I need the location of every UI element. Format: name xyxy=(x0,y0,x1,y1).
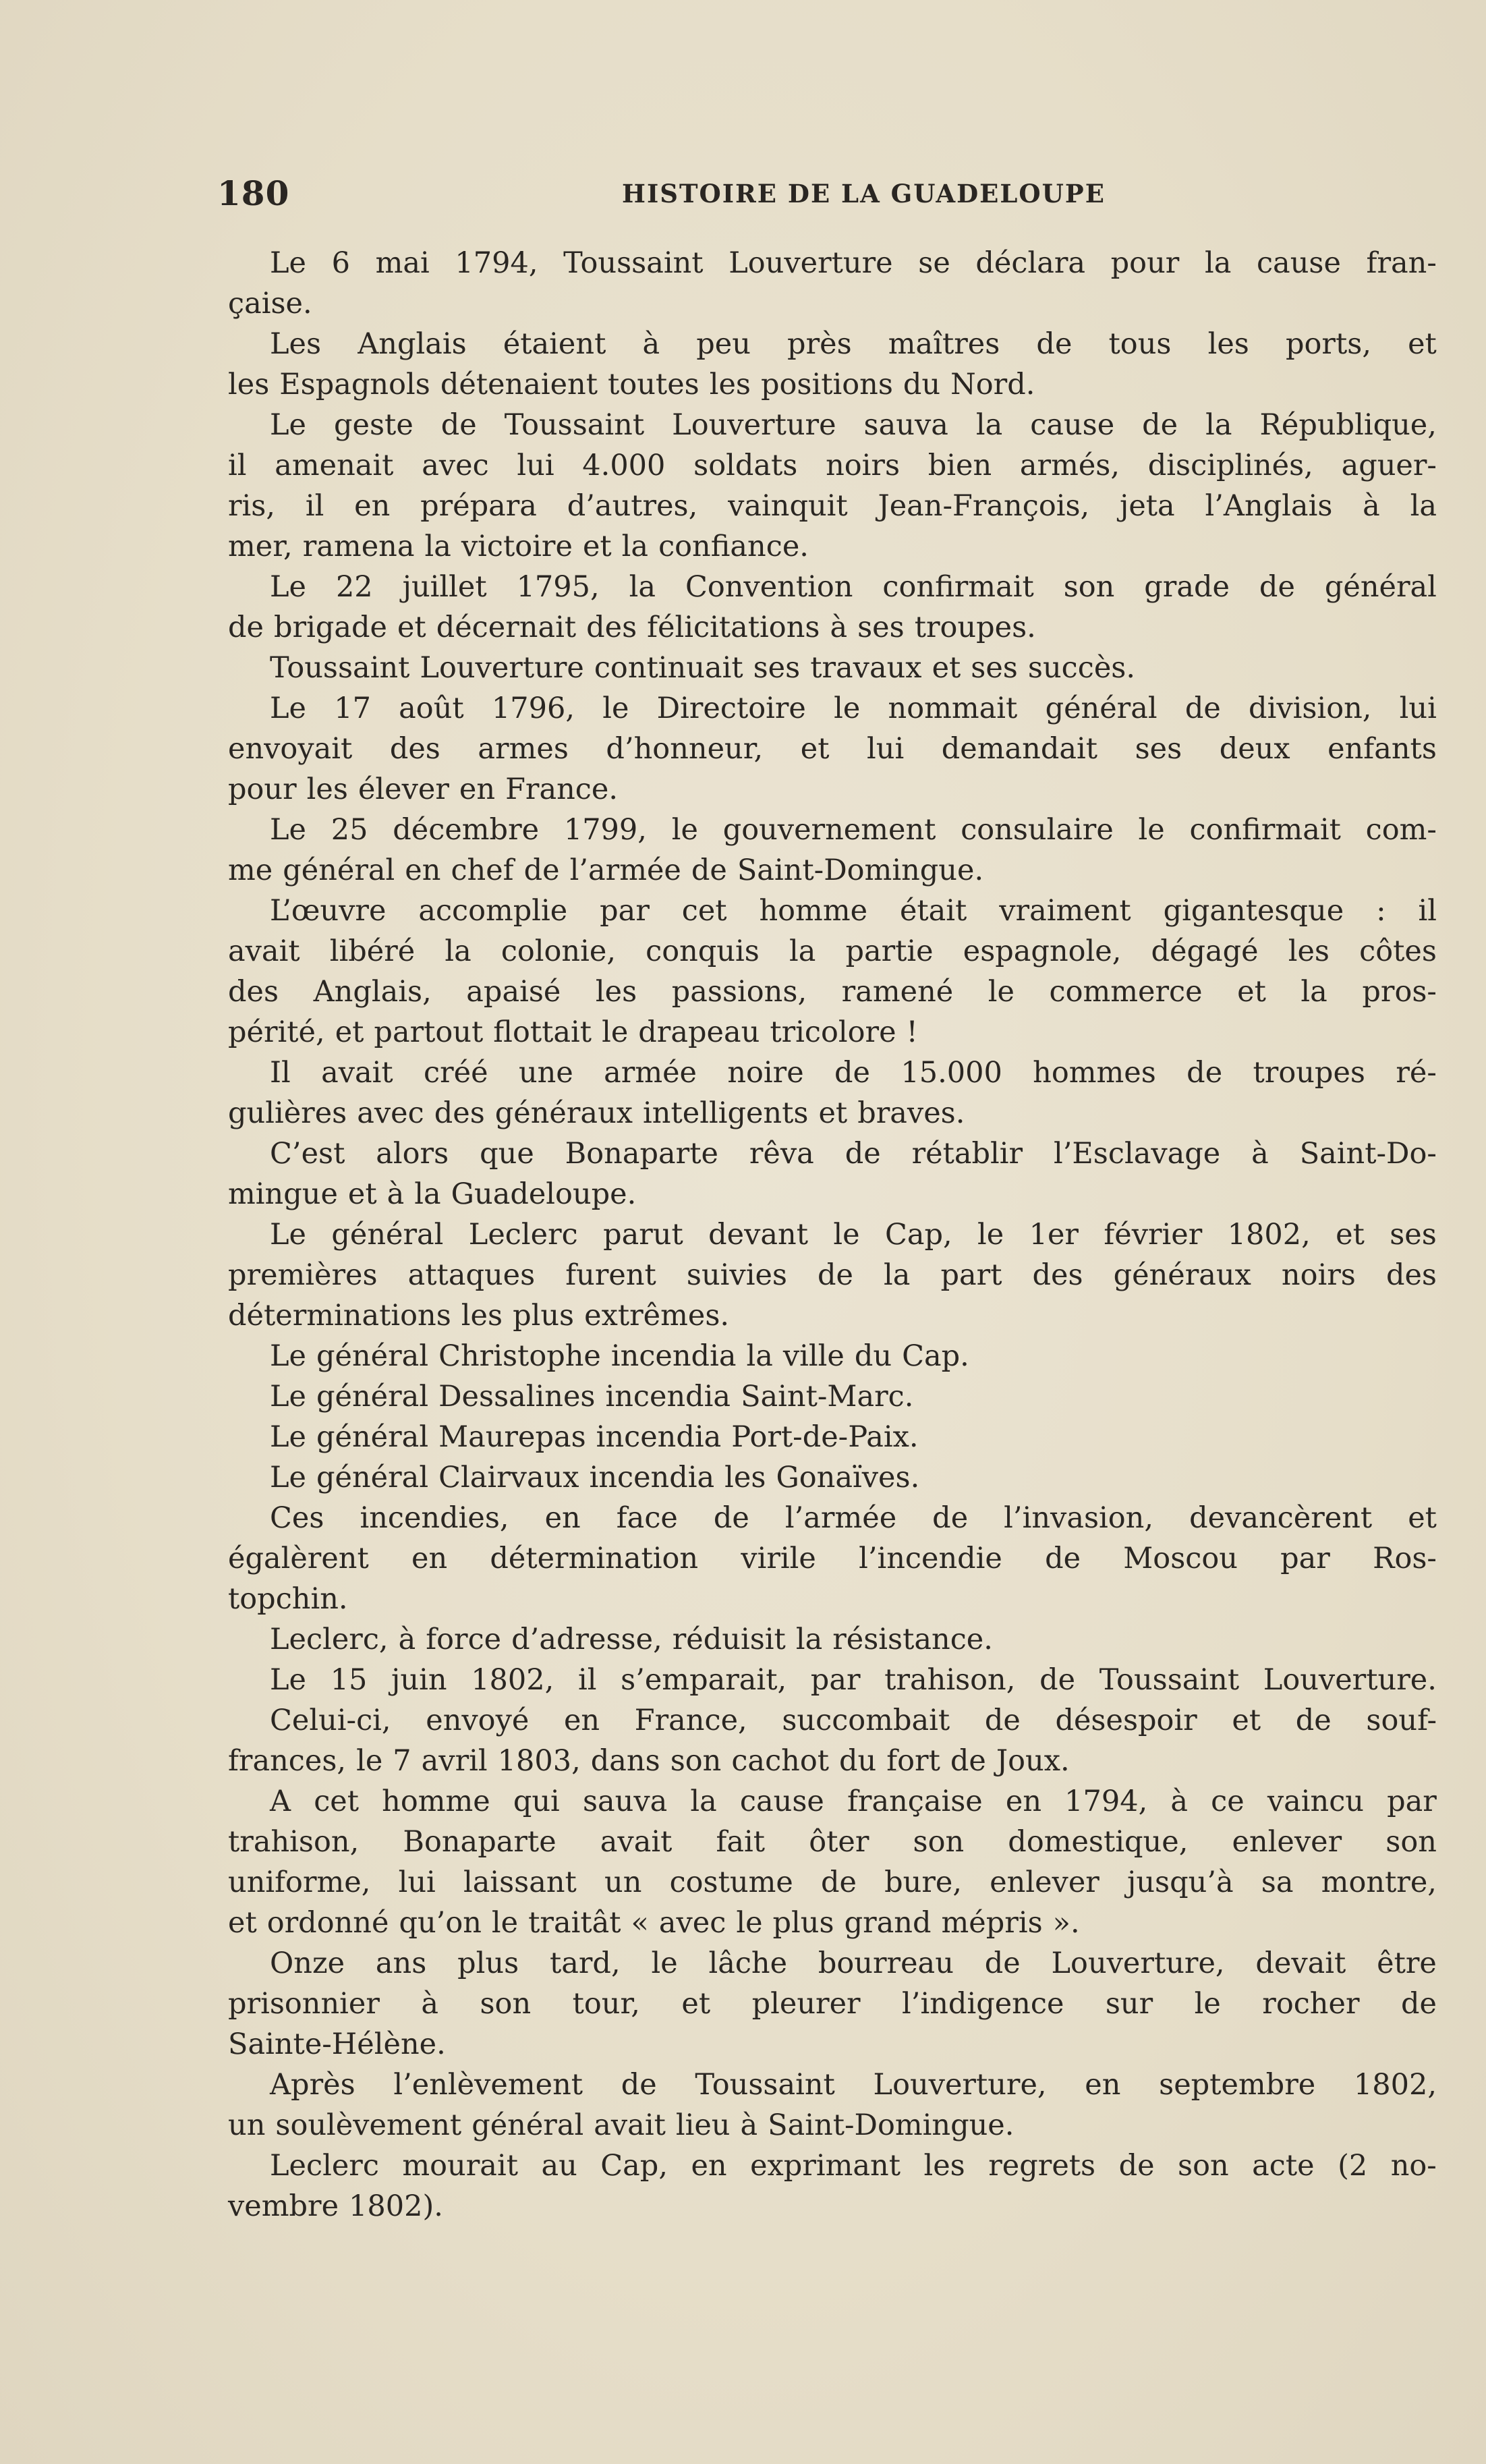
page-number: 180 xyxy=(217,173,290,213)
text-line: Onze ans plus tard, le lâche bourreau de Louverture, devait être xyxy=(270,1947,1437,1980)
text-line: A cet homme qui sauva la cause française en 1794, à ce vaincu par xyxy=(270,1785,1437,1818)
text-line: L’œuvre accomplie par cet homme était vraiment gigantesque : il xyxy=(270,894,1437,928)
text-line: les Espagnols détenaient toutes les positions du Nord. xyxy=(228,368,1035,401)
text-line: avait libéré la colonie, conquis la partie espagnole, dégagé les côtes xyxy=(228,934,1437,968)
text-line: frances, le 7 avril 1803, dans son cachot du fort de Joux. xyxy=(228,1744,1070,1778)
text-line: Les Anglais étaient à peu près maîtres de tous les ports, et xyxy=(270,327,1437,361)
text-line: vembre 1802). xyxy=(228,2189,443,2223)
text-line: Le 22 juillet 1795, la Convention confirmait son grade de général xyxy=(270,570,1437,604)
text-line: trahison, Bonaparte avait fait ôter son domestique, enlever son xyxy=(228,1825,1437,1859)
text-line: Le général Clairvaux incendia les Gonaïves. xyxy=(270,1461,920,1494)
text-line: gulières avec des généraux intelligents et braves. xyxy=(228,1096,965,1130)
text-line: mingue et à la Guadeloupe. xyxy=(228,1177,637,1211)
body-text xyxy=(228,243,1437,2227)
text-line: C’est alors que Bonaparte rêva de rétablir l’Esclavage à Saint-Do- xyxy=(270,1137,1437,1171)
text-line: Leclerc mourait au Cap, en exprimant les regrets de son acte (2 no- xyxy=(270,2149,1437,2183)
text-line: Toussaint Louverture continuait ses travaux et ses succès. xyxy=(270,651,1135,685)
text-line: premières attaques furent suivies de la part des généraux noirs des xyxy=(228,1258,1437,1292)
text-line: Ces incendies, en face de l’armée de l’invasion, devancèrent et xyxy=(270,1501,1437,1535)
text-line: ris, il en prépara d’autres, vainquit Jean-François, jeta l’Anglais à la xyxy=(228,489,1437,523)
text-line: égalèrent en détermination virile l’incendie de Moscou par Ros- xyxy=(228,1542,1437,1575)
text-line: envoyait des armes d’honneur, et lui demandait ses deux enfants xyxy=(228,732,1437,766)
text-line: me général en chef de l’armée de Saint-Domingue. xyxy=(228,853,984,887)
text-line: Après l’enlèvement de Toussaint Louverture, en septembre 1802, xyxy=(270,2068,1437,2102)
running-title: HISTOIRE DE LA GUADELOUPE xyxy=(622,179,1106,208)
text-line: çaise. xyxy=(228,287,312,320)
text-line: des Anglais, apaisé les passions, ramené le commerce et la pros- xyxy=(228,975,1437,1009)
text-line: prisonnier à son tour, et pleurer l’indigence sur le rocher de xyxy=(228,1987,1437,2021)
text-line: Sainte-Hélène. xyxy=(228,2027,446,2061)
text-line: Le 6 mai 1794, Toussaint Louverture se déclara pour la cause fran- xyxy=(270,246,1437,280)
text-line: un soulèvement général avait lieu à Saint-Domingue. xyxy=(228,2108,1015,2142)
text-line: Le général Maurepas incendia Port-de-Paix. xyxy=(270,1420,919,1454)
text-line: Le geste de Toussaint Louverture sauva la cause de la République, xyxy=(270,408,1437,442)
text-line: Le général Dessalines incendia Saint-Marc. xyxy=(270,1380,914,1413)
text-line: Celui-ci, envoyé en France, succombait de désespoir et de souf- xyxy=(270,1704,1437,1737)
text-line: et ordonné qu’on le traitât « avec le plus grand mépris ». xyxy=(228,1906,1080,1940)
text-line: Il avait créé une armée noire de 15.000 hommes de troupes ré- xyxy=(270,1056,1437,1090)
text-line: Le 15 juin 1802, il s’emparait, par trahison, de Toussaint Louverture. xyxy=(270,1663,1437,1697)
text-line: Le général Christophe incendia la ville du Cap. xyxy=(270,1339,969,1373)
text-line: Leclerc, à force d’adresse, réduisit la résistance. xyxy=(270,1623,993,1656)
text-line: uniforme, lui laissant un costume de bure, enlever jusqu’à sa montre, xyxy=(228,1866,1437,1899)
text-line: mer, ramena la victoire et la confiance. xyxy=(228,530,809,563)
text-line: de brigade et décernait des félicitations à ses troupes. xyxy=(228,611,1036,644)
text-line: topchin. xyxy=(228,1582,348,1616)
text-line: il amenait avec lui 4.000 soldats noirs bien armés, disciplinés, aguer- xyxy=(228,449,1437,482)
text-line: périté, et partout flottait le drapeau tricolore ! xyxy=(228,1015,918,1049)
text-line: Le général Leclerc parut devant le Cap, le 1er février 1802, et ses xyxy=(270,1218,1437,1252)
text-line: déterminations les plus extrêmes. xyxy=(228,1299,730,1333)
text-line: Le 17 août 1796, le Directoire le nommait général de division, lui xyxy=(270,692,1437,725)
text-line: Le 25 décembre 1799, le gouvernement consulaire le confirmait com- xyxy=(270,813,1437,847)
page-header xyxy=(217,170,1431,217)
text-line: pour les élever en France. xyxy=(228,773,618,806)
